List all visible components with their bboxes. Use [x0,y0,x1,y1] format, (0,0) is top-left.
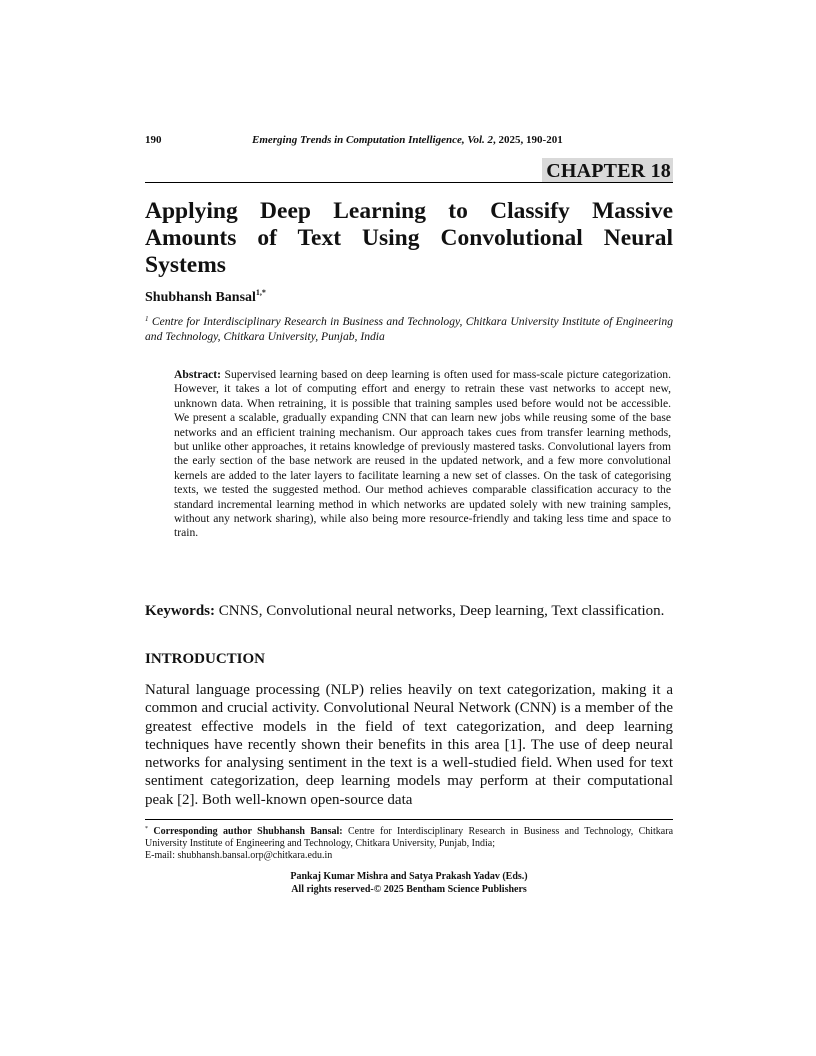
copyright-line: All rights reserved-© 2025 Bentham Science Publishers [291,883,527,895]
section-heading: INTRODUCTION [145,651,266,667]
journal-citation [252,134,563,146]
author-marks: 1,* [255,288,266,297]
editors-line: Pankaj Kumar Mishra and Satya Prakash Yadav (Eds.) [290,871,528,882]
page-number: 190 [145,134,162,146]
chapter-rule [145,182,673,183]
journal-volume-pages: , 2025, 190-201 [493,134,563,146]
abstract-text: Supervised learning based on deep learning is often used for mass-scale picture categorization. However, it takes a lot of computing effort and energy to retrain these vast networks to accept new, unknown data. When retraining, it is possible that training samples used before would not be accessible. We present a scalable, gradually expanding CNN that can learn new jobs while reusing some of the base networks and an efficient training mechanism. Our approach takes cues from transfer learning methods, but unlike other approaches, it retains knowledge of previously mastered tasks. Convolutional layers from the early section of the base network are reused in the updated network, and a few more convolutional kernels are added to the later layers to facilitate learning a new set of classes. On the task of categorising texts, we tested the suggested method. Our method achieves comparable classification accuracy to the standard incremental learning method in which networks are updated solely with new training samples, without any network sharing), while also being more resource-friendly and taking less time and space to train. [174,368,671,540]
keywords-text: CNNS, Convolutional neural networks, Deep learning, Text classification. [218,603,665,619]
footnote-label: Corresponding author Shubhansh Bansal: [153,826,343,837]
affiliation [145,312,673,344]
footnote-email: E-mail: shubhansh.bansal.orp@chitkara.edu.in [145,850,333,861]
author-name: Shubhansh Bansal [145,290,256,305]
editors-credit [145,871,673,896]
footnote [145,823,673,862]
affiliation-mark: 1 [145,315,149,323]
keywords-label: Keywords: [145,603,215,619]
affiliation-text: Centre for Interdisciplinary Research in Business and Technology, Chitkara University Institute of Engineering and Technology, Chitkara University, Punjab, India [145,315,673,343]
author [145,288,266,306]
footnote-rule [145,819,673,820]
footnote-mark: * [145,826,148,832]
footnote-text: Centre for Interdisciplinary Research in Business and Technology, Chitkara University Institute of Engineering and Technology, Chitkara University, Punjab, India; [145,826,674,849]
abstract-label: Abstract: [174,368,222,381]
keywords [145,602,673,620]
introduction-text: Natural language processing (NLP) relies heavily on text categorization, making it a common and crucial activity. Convolutional Neural Network (CNN) is a member of the greatest effective models in the field of text categorization, and deep learning techniques have recently shown their benefits in this area [1]. The use of deep neural networks for analysing sentiment in the text is a well-studied field. When used for text sentiment categorization, deep learning models may perform at their computational peak [2]. Both well-known open-source data [145,682,673,808]
chapter-label: CHAPTER 18 [542,158,673,183]
journal-name: Emerging Trends in Computation Intelligence, Vol. 2 [252,134,494,146]
paper-title: Applying Deep Learning to Classify Massive Amounts of Text Using Convolutional Neural Systems [145,198,673,278]
abstract [174,368,671,541]
